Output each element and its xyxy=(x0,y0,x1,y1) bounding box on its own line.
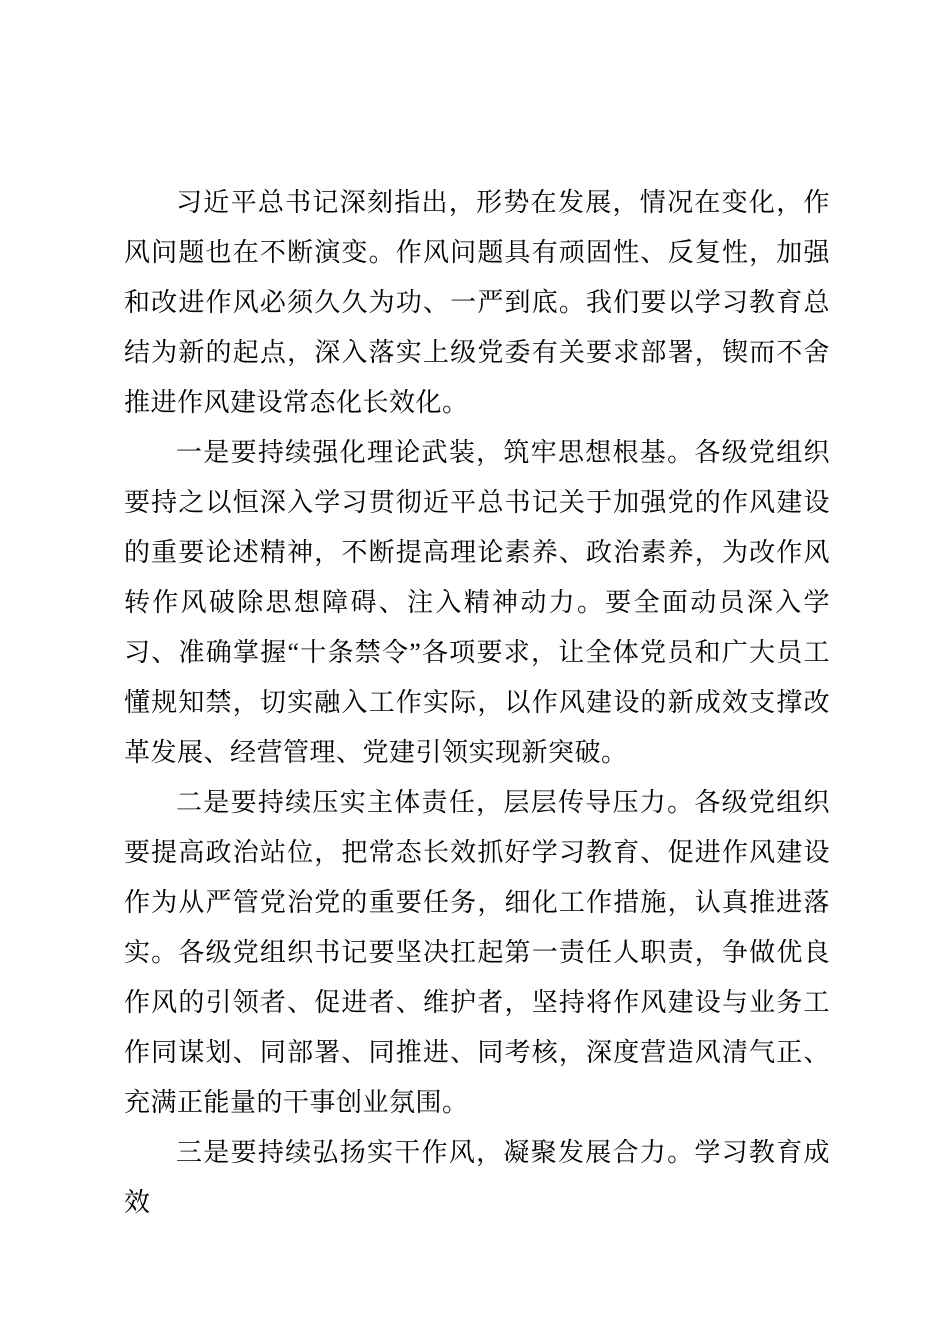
paragraph-point-one: 一是要持续强化理论武装，筑牢思想根基。各级党组织要持之以恒深入学习贯彻近平总书记关于加强党的作风建设的重要论述精神，不断提高理论素养、政治素养，为改作风转作风破除思想障碍、注入精神动力。要全面动员深入学习、准确掌握“十条禁令”各项要求，让全体党员和广大员工懂规知禁，切实融入工作实际，以作风建设的新成效支撑改革发展、经营管理、党建引领实现新突破。 xyxy=(124,438,830,767)
paragraph-point-two: 二是要持续压实主体责任，层层传导压力。各级党组织要提高政治站位，把常态长效抓好学习教育、促进作风建设作为从严管党治党的重要任务，细化工作措施，认真推进落实。各级党组织书记要坚决扛起第一责任人职责，争做优良作风的引领者、促进者、维护者，坚持将作风建设与业务工作同谋划、同部署、同推进、同考核，深度营造风清气正、充满正能量的干事创业氛围。 xyxy=(124,788,830,1117)
document-text-block xyxy=(124,178,830,1228)
paragraph-intro: 习近平总书记深刻指出，形势在发展，情况在变化，作风问题也在不断演变。作风问题具有顽固性、反复性，加强和改进作风必须久久为功、一严到底。我们要以学习教育总结为新的起点，深入落实上级党委有关要求部署，锲而不舍推进作风建设常态化长效化。 xyxy=(124,188,830,417)
paragraph-point-three: 三是要持续弘扬实干作风，凝聚发展合力。学习教育成效 xyxy=(124,1138,830,1217)
